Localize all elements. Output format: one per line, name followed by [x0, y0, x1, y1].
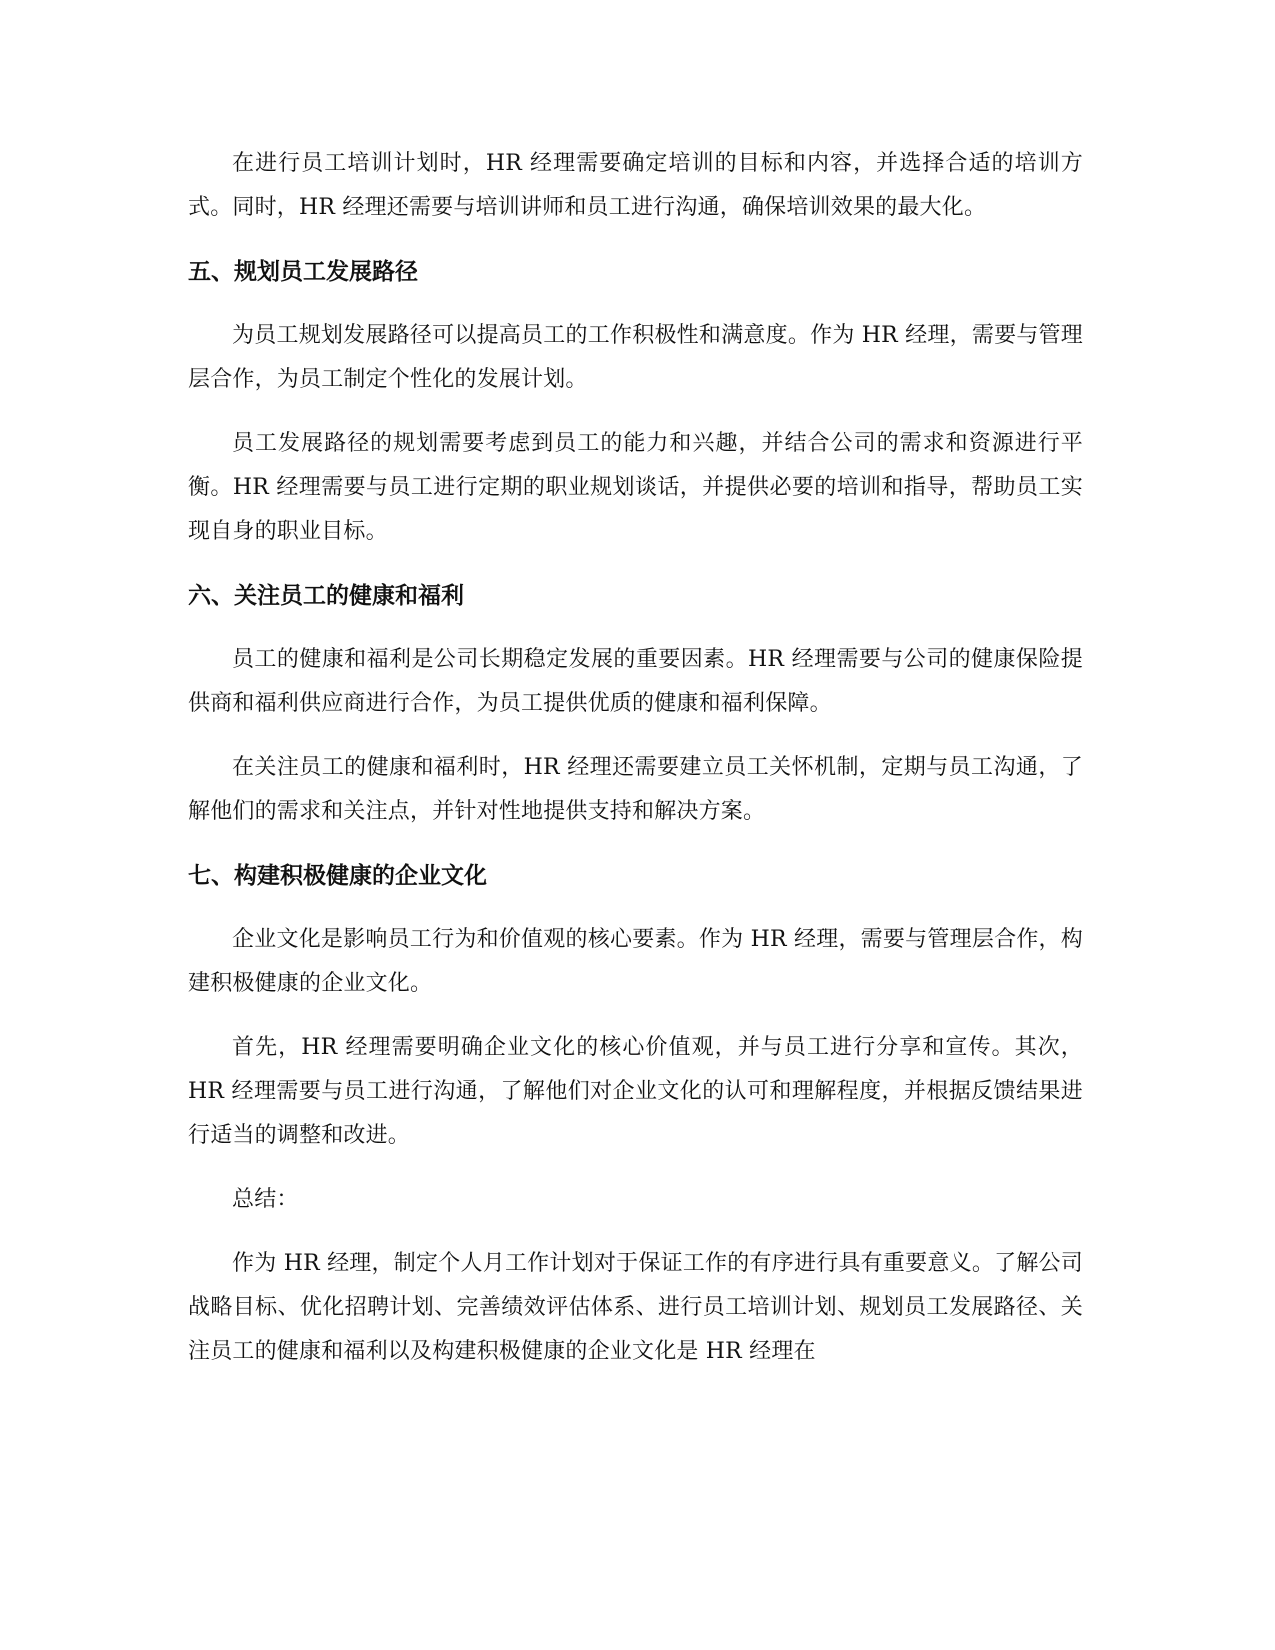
paragraph-health-welfare-care: 在关注员工的健康和福利时，HR 经理还需要建立员工关怀机制，定期与员工沟通，了解他们的需求和关注点，并针对性地提供支持和解决方案。: [188, 755, 1083, 824]
paragraph-development-planning: 员工发展路径的规划需要考虑到员工的能力和兴趣，并结合公司的需求和资源进行平衡。HR 经理需要与员工进行定期的职业规划谈话，并提供必要的培训和指导，帮助员工实现自身的职业目标。: [188, 431, 1083, 544]
paragraph-culture-steps: 首先，HR 经理需要明确企业文化的核心价值观，并与员工进行分享和宣传。其次，HR 经理需要与员工进行沟通，了解他们对企业文化的认可和理解程度，并根据反馈结果进行适当的调整和改进。: [188, 1035, 1083, 1148]
document-body: [188, 142, 1083, 1374]
paragraph-training-communication: 在进行员工培训计划时，HR 经理需要确定培训的目标和内容，并选择合适的培训方式。同时，HR 经理还需要与培训讲师和员工进行沟通，确保培训效果的最大化。: [188, 151, 1083, 220]
section-heading-7: 七、构建积极健康的企业文化: [188, 863, 487, 889]
section-heading-6: 六、关注员工的健康和福利: [188, 583, 464, 609]
paragraph-culture-intro: 企业文化是影响员工行为和价值观的核心要素。作为 HR 经理，需要与管理层合作，构建积极健康的企业文化。: [188, 927, 1083, 996]
paragraph-development-intro: 为员工规划发展路径可以提高员工的工作积极性和满意度。作为 HR 经理，需要与管理层合作，为员工制定个性化的发展计划。: [188, 323, 1083, 392]
section-heading-5: 五、规划员工发展路径: [188, 259, 418, 285]
paragraph-summary-label: 总结：: [232, 1187, 299, 1212]
paragraph-summary-body: 作为 HR 经理，制定个人月工作计划对于保证工作的有序进行具有重要意义。了解公司战略目标、优化招聘计划、完善绩效评估体系、进行员工培训计划、规划员工发展路径、关注员工的健康和福利以及构建积极健康的企业文化是 HR 经理在: [188, 1251, 1083, 1364]
paragraph-health-welfare-intro: 员工的健康和福利是公司长期稳定发展的重要因素。HR 经理需要与公司的健康保险提供商和福利供应商进行合作，为员工提供优质的健康和福利保障。: [188, 647, 1083, 716]
